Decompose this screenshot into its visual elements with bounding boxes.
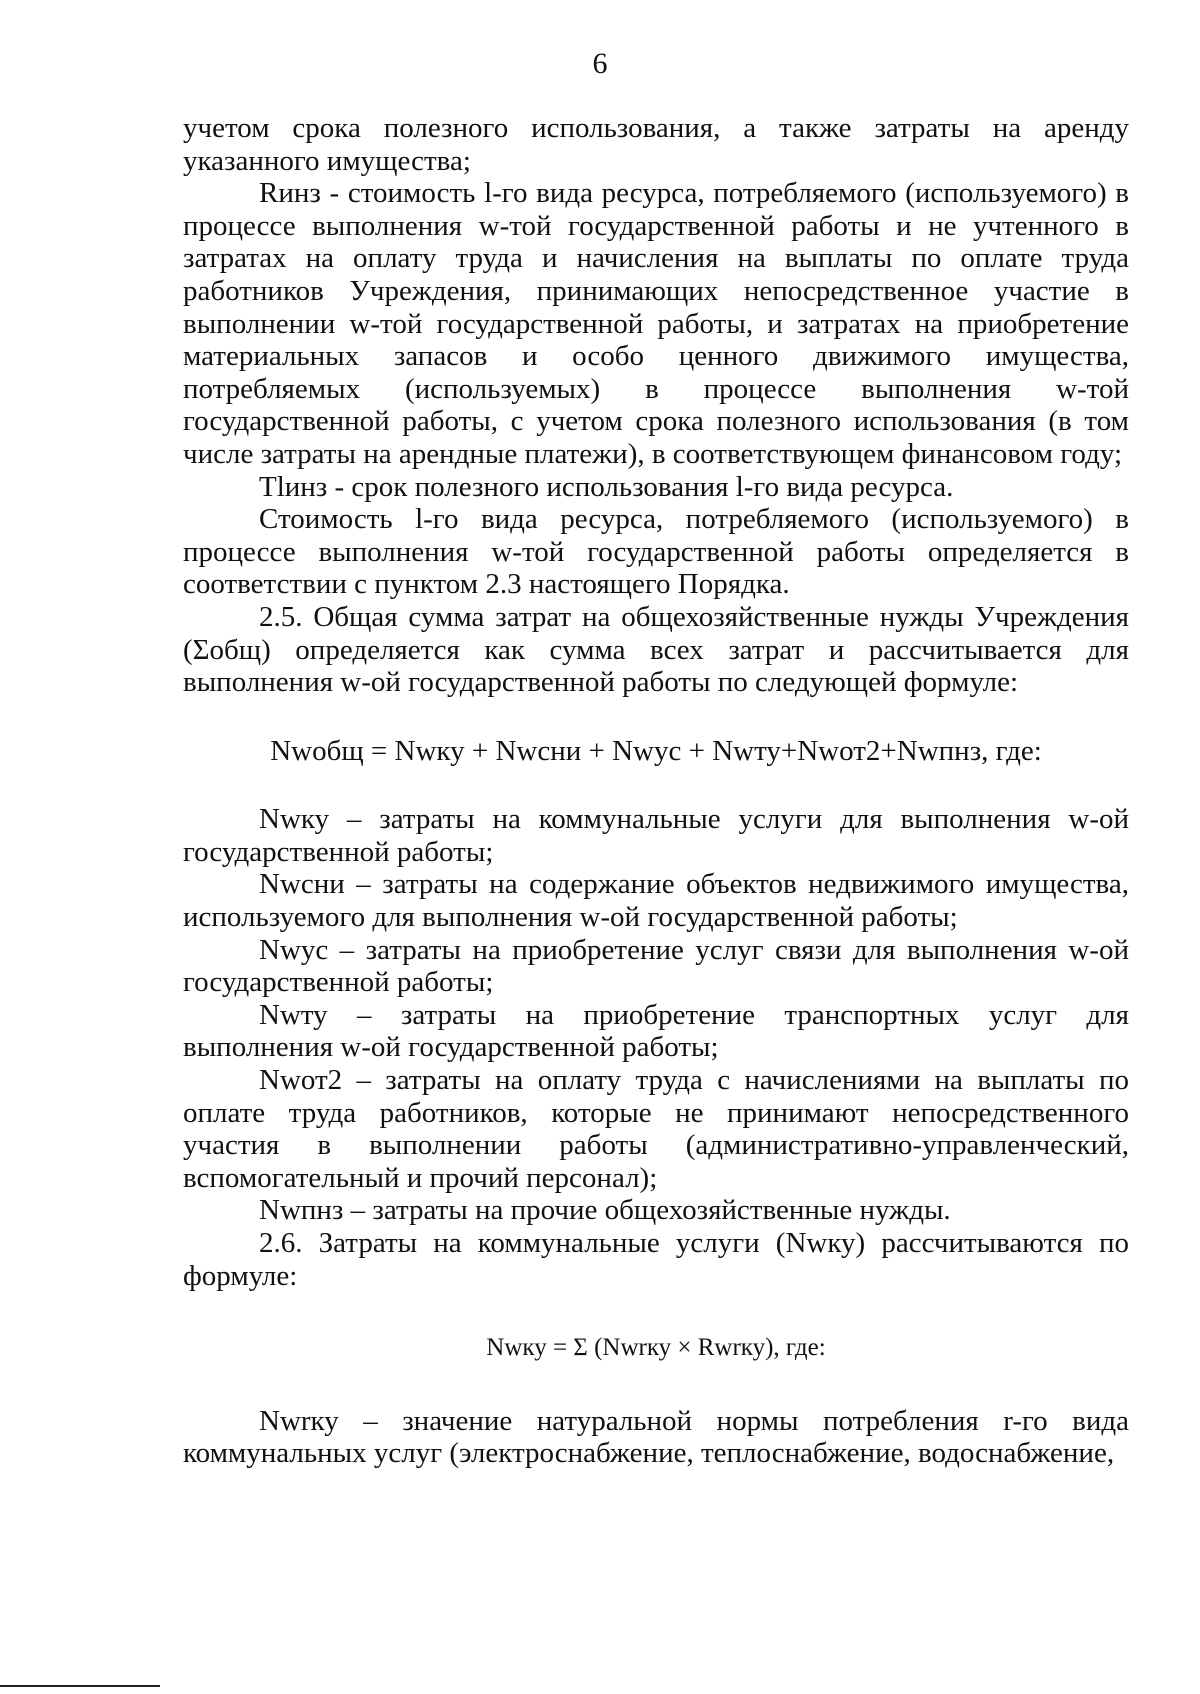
definition-nwku: Nwку – затраты на коммунальные услуги для выполнения w-ой государственной работы; <box>183 803 1129 868</box>
paragraph-tlinz-definition: Tlинз - срок полезного использования l-го вида ресурса. <box>259 470 954 503</box>
definition-nwot2: Nwот2 – затраты на оплату труда с начислениями на выплаты по оплате труда работников, которые не принимают непосредственного участия в выполнении работы (административно-управленческий, вспомогательный и прочий персонал); <box>183 1064 1129 1194</box>
formula-general-expenses: Nwобщ = Nwку + Nwсни + Nwус + Nwту+Nwот2+Nwпнз, где: <box>270 734 1042 767</box>
paragraph-section-2-5: 2.5. Общая сумма затрат на общехозяйственные нужды Учреждения (Σобщ) определяется как сумма всех затрат и рассчитывается для выполнения w-ой государственной работы по следующей формуле: <box>183 600 1129 699</box>
formula-utilities: Nwку = Σ (Nwrку × Rwrку), где: <box>486 1334 826 1362</box>
definition-nwus: Nwус – затраты на приобретение услуг связи для выполнения w-ой государственной работы; <box>183 933 1129 999</box>
paragraph-rinz-definition: Rинз - стоимость l-го вида ресурса, потребляемого (используемого) в процессе выполнения w-той государственной работы и не учтенного в затратах на оплату труда и начисления на выплаты по оплате труда работников Учреждения, принимающих непосредственное участие в выполнении w-той государственной работы, и затратах на приобретение материальных запасов и особо ценного движимого имущества, потребляемых (используемых) в процессе выполнения w-той государственной работы, с учетом срока полезного использования (в том числе затраты на арендные платежи), в соответствующем финансовом году; <box>183 177 1129 470</box>
definition-nwsni: Nwсни – затраты на содержание объектов недвижимого имущества, используемого для выполнения w-ой государственной работы; <box>183 868 1129 934</box>
document-body <box>183 112 1129 1470</box>
paragraph-resource-cost: Стоимость l-го вида ресурса, потребляемого (используемого) в процессе выполнения w-той государственной работы определяется в соответствии с пунктом 2.3 настоящего Порядка. <box>183 503 1129 601</box>
definition-nwtu: Nwту – затраты на приобретение транспортных услуг для выполнения w-ой государственной работы; <box>183 998 1129 1064</box>
page-number: 6 <box>592 47 608 80</box>
paragraph-continuation: учетом срока полезного использования, а также затраты на аренду указанного имущества; <box>183 112 1129 177</box>
definition-nwpnz: Nwпнз – затраты на прочие общехозяйственные нужды. <box>259 1194 951 1227</box>
definition-nwrku: Nwrку – значение натуральной нормы потребления r-го вида коммунальных услуг (электроснабжение, теплоснабжение, водоснабжение, <box>183 1404 1129 1470</box>
footer-rule <box>0 1685 160 1687</box>
paragraph-section-2-6: 2.6. Затраты на коммунальные услуги (Nwку) рассчитываются по формуле: <box>183 1227 1129 1292</box>
